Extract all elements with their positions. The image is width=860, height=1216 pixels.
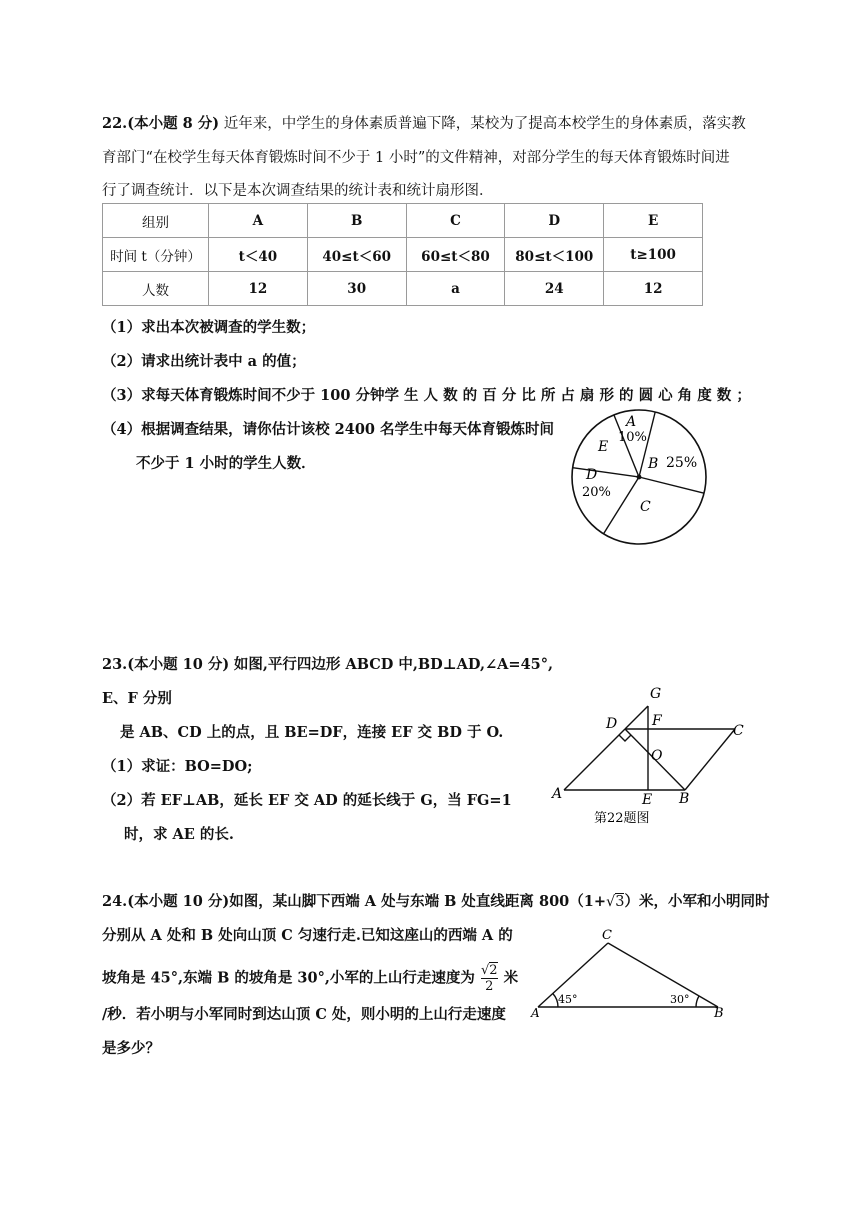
pie-chart: [568, 404, 718, 554]
q23-text-2: E、F 分别: [102, 690, 172, 707]
table-cell: C: [406, 204, 505, 238]
table-cell: 人数: [103, 272, 209, 306]
q22-heading: 22.(本小题 8 分): [102, 115, 220, 132]
fig23-label-f: F: [652, 713, 662, 729]
table-cell: 40≤t＜60: [307, 238, 406, 272]
q22-sub1: （1）求出本次被调查的学生数；: [102, 319, 316, 336]
fig24-angle-a: 45°: [558, 993, 578, 1006]
q22-line1: [102, 112, 746, 133]
q24-line1: [102, 890, 769, 911]
fig23-label-b: B: [679, 791, 690, 807]
parallelogram-figure: [540, 680, 760, 830]
table-cell: B: [307, 204, 406, 238]
table-cell: 12: [209, 272, 308, 306]
table-cell: t＜40: [209, 238, 308, 272]
sqrt-radicand: 2: [489, 963, 498, 978]
stats-table: [102, 203, 703, 306]
sqrt-symbol: √: [480, 963, 490, 978]
q23-sub2-line1: （2）若 EF⊥AB，延长 EF 交 AD 的延长线于 G，当 FG=1: [102, 792, 512, 809]
fraction-denominator: 2: [485, 979, 494, 994]
q23-text-3: 是 AB、CD 上的点，且 BE=DF，连接 EF 交 BD 于 O.: [120, 724, 504, 741]
fig23-caption: 第22题图: [594, 811, 650, 826]
q22-sub2: （2）请求出统计表中 a 的值；: [102, 353, 306, 370]
q22-sub4-line1: （4）根据调查结果，请你估计该校 2400 名学生中每天体育锻炼时间: [102, 421, 555, 438]
q24-text-3b: 米: [503, 969, 519, 987]
table-cell: 12: [604, 272, 703, 306]
pie-label-e: E: [598, 439, 609, 455]
q23-sub2-line2: 时，求 AE 的长.: [124, 826, 234, 843]
q24-text-3a: 坡角是 45°,东端 B 的坡角是 30°,小军的上山行走速度为: [102, 969, 475, 987]
table-cell: E: [604, 204, 703, 238]
table-cell: A: [209, 204, 308, 238]
table-cell: 60≤t＜80: [406, 238, 505, 272]
sqrt-radicand: 3: [615, 894, 625, 910]
fig24-label-a: A: [531, 1006, 540, 1020]
mountain-triangle-figure: [528, 925, 738, 1025]
fig24-label-b: B: [714, 1006, 724, 1021]
q24-text-1: 如图，某山脚下西端 A 处与东端 B 处直线距离 800（1+: [229, 893, 606, 910]
q22-sub3: （3）求每天体育锻炼时间不少于 100 分钟学 生 人 数 的 百 分 比 所 占 扇 形 的 圆 心 角 度 数 ；: [102, 387, 751, 404]
fig23-label-o: O: [651, 748, 663, 764]
table-cell: 时间 t（分钟）: [103, 238, 209, 272]
fig23-label-e: E: [642, 792, 653, 808]
q24-text-4: /秒．若小明与小军同时到达山顶 C 处，则小明的上山行走速度: [102, 1006, 506, 1023]
pie-pct-b: 25%: [666, 455, 698, 471]
speed-fraction: [481, 963, 498, 994]
pie-label-b: B: [648, 456, 659, 472]
fig24-angle-b: 30°: [670, 993, 690, 1006]
table-cell: 80≤t＜100: [505, 238, 604, 272]
pie-label-d: D: [586, 467, 598, 483]
fig23-label-g: G: [650, 686, 662, 702]
q23-sub1: （1）求证：BO=DO;: [102, 758, 253, 775]
pie-label-c: C: [640, 499, 651, 515]
table-row: [103, 272, 703, 306]
table-cell: 30: [307, 272, 406, 306]
fig24-label-c: C: [602, 928, 612, 943]
pie-center-dot: [637, 475, 642, 480]
table-cell: 组别: [103, 204, 209, 238]
table-cell: D: [505, 204, 604, 238]
table-cell: 24: [505, 272, 604, 306]
q22-sub4-line2: 不少于 1 小时的学生人数．: [136, 455, 316, 472]
pie-pct-a: 10%: [618, 430, 647, 445]
q22-text-3: 行了调查统计．以下是本次调查结果的统计表和统计扇形图．: [102, 183, 494, 199]
q24-text-5: 是多少？: [102, 1040, 160, 1057]
fig23-label-d: D: [606, 716, 618, 732]
q22-text-2: 育部门“在校学生每天体育锻炼时间不少于 1 小时”的文件精神，对部分学生的每天体育锻炼时间进: [102, 150, 730, 166]
pie-boundary-e-d: [573, 468, 639, 477]
fig23-label-c: C: [733, 723, 744, 739]
q24-text-2: 分别从 A 处和 B 处向山顶 C 匀速行走.已知这座山的西端 A 的: [102, 927, 513, 944]
q23-heading: 23.(本小题 10 分): [102, 656, 230, 673]
table-row: [103, 204, 703, 238]
sqrt-symbol: √: [606, 894, 616, 910]
q22-text-1: 近年来，中学生的身体素质普遍下降，某校为了提高本校学生的身体素质，落实教: [223, 116, 746, 132]
fig23-label-a: A: [552, 786, 563, 802]
pie-boundary-b-c: [639, 477, 704, 493]
table-cell: t≥100: [604, 238, 703, 272]
pie-label-a: A: [626, 414, 637, 430]
q23-line1: [102, 653, 553, 674]
pie-pct-d: 20%: [582, 485, 611, 500]
q24-heading: 24.(本小题 10 分): [102, 893, 230, 910]
q24-text-1-end: ）米，小军和小明同时: [624, 893, 770, 910]
fraction-numerator: [481, 963, 498, 979]
q23-text-1: 如图,平行四边形 ABCD 中,BD⊥AD,∠A=45°,: [233, 656, 554, 673]
table-cell: a: [406, 272, 505, 306]
table-row: [103, 238, 703, 272]
q24-line3: [102, 963, 518, 994]
